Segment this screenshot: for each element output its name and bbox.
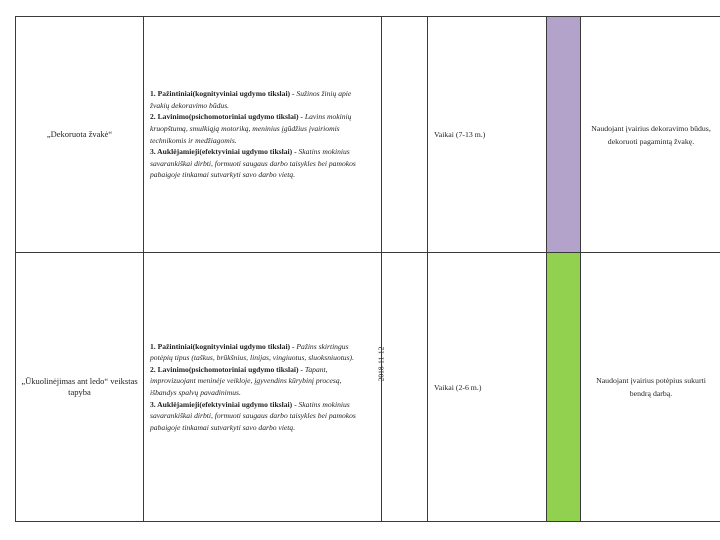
activity-name: „Dekoruota žvakė“ (46, 129, 113, 139)
age-group: Vaikai (2-6 m.) (434, 382, 482, 392)
goal-text: Lavins mokinių kruopštumą, smulkiąją motoriką, meninius įgūdžius įvairiomis technikomis ir medžiagomis. (150, 112, 352, 145)
goal-text: Sužinos žinių apie žvakių dekoravimo būdus. (150, 89, 352, 110)
goal-item (150, 399, 363, 434)
goal-text: Skatins mokinius savarankiškai dirbti, formuoti saugaus darbo taisykles bei pamokos pabaigoje tinkamai sutvarkyti savo darbo vietą. (150, 399, 356, 432)
goal-label: 3. Auklėjamieji(efektyviniai ugdymo tikslai) - (150, 147, 299, 157)
activity-name-cell (16, 17, 144, 253)
age-group-cell (428, 253, 547, 522)
activity-table (15, 16, 720, 522)
goal-label: 2. Lavinimo(psichomotoriniai ugdymo tikslai) - (150, 364, 305, 374)
date-cell (382, 253, 428, 522)
goal-item (150, 364, 363, 399)
activity-name: „Ūkuolinėjimas ant ledo“ veikstas tapyba (21, 376, 138, 397)
goal-item (150, 111, 363, 146)
activity-name-cell (16, 253, 144, 522)
goal-text: Pažins skirtingus potėpių tipus (taškus, brūkšnius, linijas, vingiuotus, sluoksniuotus). (150, 341, 354, 363)
goal-label: 3. Auklėjamieji(efektyviniai ugdymo tikslai) - (150, 399, 299, 409)
expected-result: Naudojant įvairius potėpius sukurti bendrą darbą. (596, 376, 706, 398)
goal-label: 1. Pažintiniai(kognityviniai ugdymo tikslai) - (150, 89, 297, 99)
goal-item (150, 88, 363, 111)
table-row (16, 253, 720, 522)
color-marker-green (547, 253, 581, 522)
goal-label: 2. Lavinimo(psichomotoriniai ugdymo tikslai) - (150, 112, 305, 122)
age-group: Vaikai (7-13 m.) (434, 130, 486, 139)
goal-text: Tapant, improvizuojant meninėje veikloje, įgyvendins kūrybinį procesą, išbandys spalvų pavadinimus. (150, 364, 342, 397)
goal-label: 1. Pažintiniai(kognityviniai ugdymo tikslai) - (150, 341, 297, 351)
date-label: 2018-11-12 (376, 346, 386, 382)
goal-item (150, 341, 363, 364)
goal-text: Skatins mokinius savarankiškai dirbti, formuoti saugaus darbo taisykles bei pamokos pabaigoje tinkamai sutvarkyti savo darbo vietą. (150, 147, 356, 180)
result-cell (581, 17, 720, 253)
expected-result: Naudojant įvairius dekoravimo būdus, dekoruoti pagamintą žvakę. (591, 123, 711, 146)
color-marker-purple (547, 17, 581, 253)
goals-cell (144, 17, 382, 253)
age-group-cell (428, 17, 547, 253)
date-cell (382, 17, 428, 253)
table-row (16, 17, 720, 253)
goal-item (150, 146, 363, 181)
goals-cell (144, 253, 382, 522)
result-cell (581, 253, 720, 522)
